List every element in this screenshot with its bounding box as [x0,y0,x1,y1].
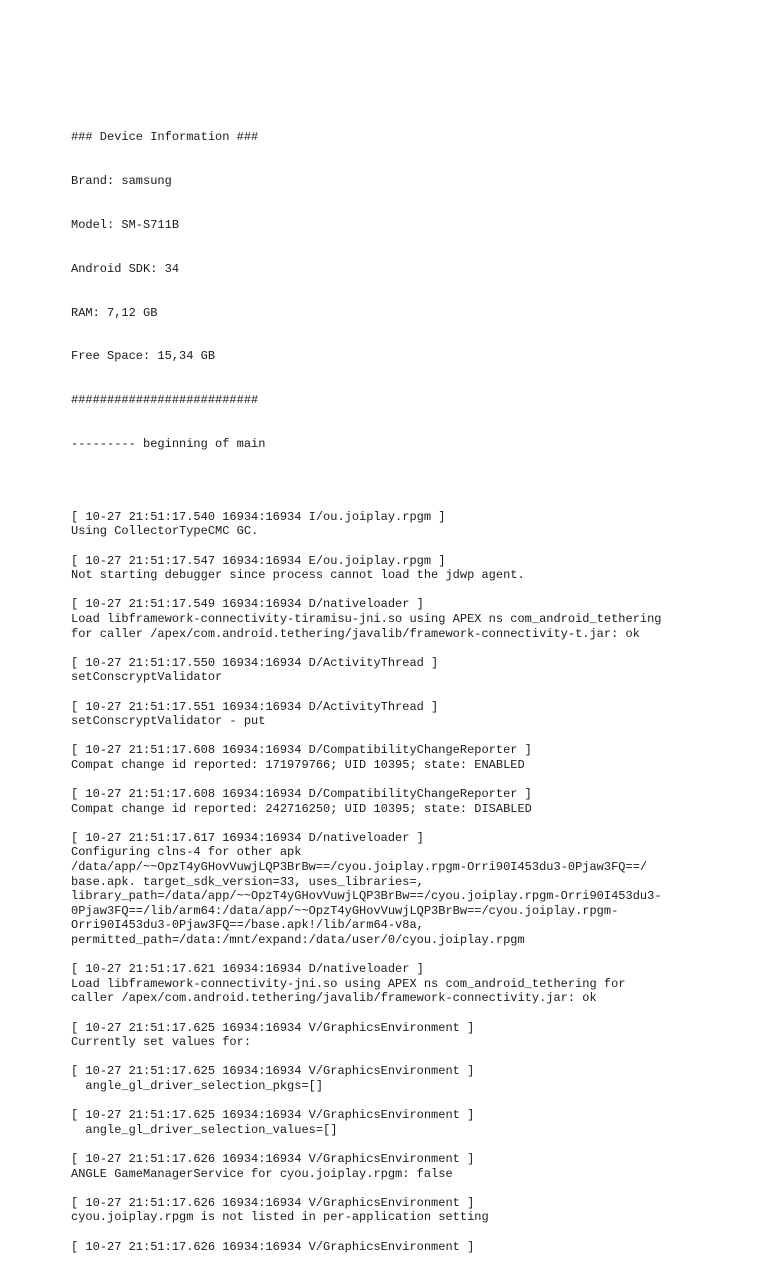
log-entry [71,1240,751,1255]
log-entry-message: permitted_path=/data:/mnt/expand:/data/user/0/cyou.joiplay.rpgm [71,933,525,948]
log-entry-header: [ 10-27 21:51:17.625 16934:16934 V/GraphicsEnvironment ] [71,1064,475,1079]
log-entry-message: Configuring clns-4 for other apk [71,845,302,860]
log-entry-header: [ 10-27 21:51:17.621 16934:16934 D/nativeloader ] [71,962,424,977]
log-entry-header: [ 10-27 21:51:17.540 16934:16934 I/ou.joiplay.rpgm ] [71,509,446,524]
log-entry-spacer [71,948,751,963]
device-ram: RAM: 7,12 GB [71,305,158,320]
log-entry-message: Orri90I453du3-0Pjaw3FQ==/base.apk!/lib/arm64-v8a, [71,918,424,933]
log-entry-message: setConscryptValidator - put [71,714,266,729]
log-document [71,72,751,1269]
log-entry-message: angle_gl_driver_selection_values=[] [71,1122,338,1137]
log-entry [71,831,751,962]
log-entry-message: Load libframework-connectivity-jni.so using APEX ns com_android_tethering for [71,976,626,991]
log-entry [71,1108,751,1152]
device-model: Model: SM-S711B [71,217,180,232]
log-entry [71,510,751,554]
log-section-marker: --------- beginning of main [71,436,266,451]
log-entry-message: Using CollectorTypeCMC GC. [71,524,259,539]
log-entry-spacer [71,641,751,656]
log-entry [71,1021,751,1065]
log-entry-message: Load libframework-connectivity-tiramisu-jni.so using APEX ns com_android_tethering [71,611,662,626]
log-entry-spacer [71,816,751,831]
log-entry-message: Compat change id reported: 242716250; UID 10395; state: DISABLED [71,801,532,816]
log-entry-message: library_path=/data/app/~~OpzT4yGHovVuwjLQP3BrBw==/cyou.joiplay.rpgm-Orri90I453du3- [71,889,662,904]
log-entry-header: [ 10-27 21:51:17.626 16934:16934 V/GraphicsEnvironment ] [71,1195,475,1210]
device-brand: Brand: samsung [71,174,172,189]
log-entry-spacer [71,1094,751,1109]
log-entry-message: /data/app/~~OpzT4yGHovVuwjLQP3BrBw==/cyou.joiplay.rpgm-Orri90I453du3-0Pjaw3FQ==/ [71,860,648,875]
log-entry [71,962,751,1020]
log-entry-header: [ 10-27 21:51:17.550 16934:16934 D/ActivityThread ] [71,655,439,670]
log-entry-spacer [71,773,751,788]
log-entry [71,700,751,744]
device-info-title: ### Device Information ### [71,130,259,145]
log-entry-header: [ 10-27 21:51:17.625 16934:16934 V/GraphicsEnvironment ] [71,1108,475,1123]
log-entry-message: ANGLE GameManagerService for cyou.joiplay.rpgm: false [71,1166,453,1181]
log-entry-header: [ 10-27 21:51:17.547 16934:16934 E/ou.joiplay.rpgm ] [71,553,446,568]
log-entry-message: base.apk. target_sdk_version=33, uses_libraries=, [71,874,424,889]
log-entry-message: cyou.joiplay.rpgm is not listed in per-application setting [71,1210,489,1225]
log-entry-message: Compat change id reported: 171979766; UID 10395; state: ENABLED [71,757,525,772]
log-entry-header: [ 10-27 21:51:17.617 16934:16934 D/nativeloader ] [71,830,424,845]
log-entry-spacer [71,1181,751,1196]
log-entry [71,1196,751,1240]
log-entry-spacer [71,1137,751,1152]
log-entry-message: 0Pjaw3FQ==/lib/arm64:/data/app/~~OpzT4yGHovVuwjLQP3BrBw==/cyou.joiplay.rpgm- [71,903,619,918]
log-entry-header: [ 10-27 21:51:17.608 16934:16934 D/CompatibilityChangeReporter ] [71,787,532,802]
log-entry [71,743,751,787]
log-entry-message: setConscryptValidator [71,670,223,685]
log-entry-header: [ 10-27 21:51:17.625 16934:16934 V/GraphicsEnvironment ] [71,1020,475,1035]
device-free-space: Free Space: 15,34 GB [71,349,216,364]
device-info-block [71,101,751,480]
log-entry-spacer [71,729,751,744]
log-entry-header: [ 10-27 21:51:17.626 16934:16934 V/GraphicsEnvironment ] [71,1151,475,1166]
log-entry [71,1152,751,1196]
log-entry [71,656,751,700]
log-entry-header: [ 10-27 21:51:17.626 16934:16934 V/GraphicsEnvironment ] [71,1239,475,1254]
log-entry [71,597,751,655]
log-entry [71,554,751,598]
device-info-divider: ########################## [71,393,259,408]
device-android-sdk: Android SDK: 34 [71,261,180,276]
log-entry-spacer [71,583,751,598]
log-entry-message: for caller /apex/com.android.tethering/javalib/framework-connectivity-t.jar: ok [71,626,640,641]
log-entry-header: [ 10-27 21:51:17.551 16934:16934 D/ActivityThread ] [71,699,439,714]
log-entry-header: [ 10-27 21:51:17.549 16934:16934 D/nativeloader ] [71,597,424,612]
log-entry-message: angle_gl_driver_selection_pkgs=[] [71,1078,324,1093]
log-entry-message: Not starting debugger since process cannot load the jdwp agent. [71,568,525,583]
log-entry-spacer [71,1006,751,1021]
log-entry [71,787,751,831]
log-entry-header: [ 10-27 21:51:17.608 16934:16934 D/CompatibilityChangeReporter ] [71,743,532,758]
log-entry-spacer [71,1050,751,1065]
log-entry-message: Currently set values for: [71,1035,252,1050]
log-entry-message: caller /apex/com.android.tethering/javalib/framework-connectivity.jar: ok [71,991,597,1006]
log-entry-spacer [71,1225,751,1240]
log-entry-spacer [71,539,751,554]
log-entries [71,510,751,1254]
log-entry-spacer [71,685,751,700]
log-entry [71,1064,751,1108]
